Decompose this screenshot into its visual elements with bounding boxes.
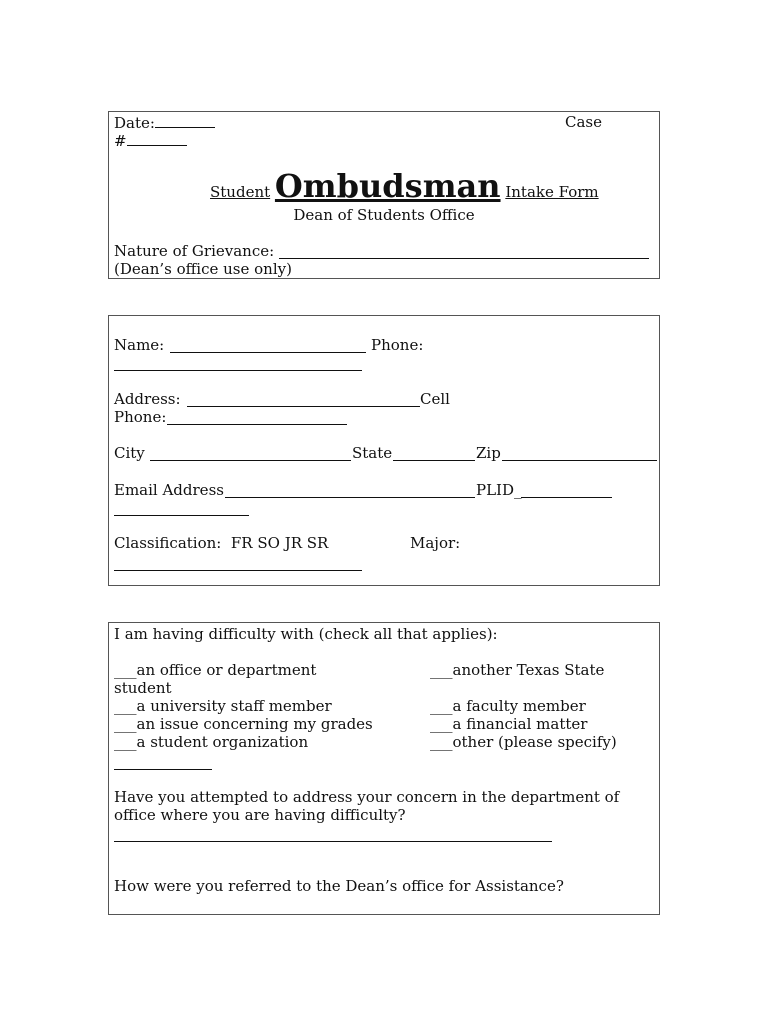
check-grades-issue[interactable]: ___an issue concerning my grades [114,715,373,733]
date-field [114,113,215,132]
plid-input-line-2[interactable] [114,515,249,516]
city-input-line[interactable] [150,460,351,461]
plid-label: PLID_ [476,481,522,499]
attempt-question-line2: office where you are having difficulty? [114,806,406,824]
contact-section [108,315,660,586]
city-label: City [114,444,145,462]
check-student-organization[interactable]: ___a student organization [114,733,309,751]
other-specify-input-line[interactable] [114,769,212,770]
cell-phone-label: Phone: [114,408,167,426]
check-another-student-cont: student [114,679,172,697]
zip-label: Zip [476,444,501,462]
form-title [210,168,599,210]
difficulty-intro: I am having difficulty with (check all that applies): [114,625,498,643]
major-label: Major: [410,534,461,552]
check-staff-member[interactable]: ___a university staff member [114,697,332,715]
cell-label: Cell [420,390,450,408]
case-number-field [114,131,187,150]
phone-label: Phone: [371,336,424,354]
email-input-line[interactable] [225,497,475,498]
case-hash: # [114,132,127,150]
title-student: Student [210,183,271,201]
case-label: Case [565,113,602,131]
email-label: Email Address [114,481,224,499]
phone-input-line[interactable] [114,370,362,371]
name-input-line[interactable] [170,352,366,353]
check-another-student[interactable]: ___another Texas State [430,661,605,679]
name-label: Name: [114,336,165,354]
referral-question: How were you referred to the Dean’s office for Assistance? [114,877,564,895]
date-label: Date: [114,114,155,132]
form-subtitle: Dean of Students Office [293,206,475,224]
header-section [108,111,660,279]
address-input-line[interactable] [187,406,420,407]
classification-options[interactable]: FR SO JR SR [230,534,329,552]
title-ombudsman: Ombudsman [274,167,501,205]
grievance-input-line[interactable] [279,258,649,259]
date-input-line[interactable] [155,113,215,128]
check-other[interactable]: ___other (please specify) [430,733,617,751]
classification-label: Classification: [114,534,222,552]
cell-phone-input-line[interactable] [167,424,347,425]
check-financial-matter[interactable]: ___a financial matter [430,715,588,733]
state-label: State [352,444,393,462]
zip-input-line[interactable] [502,460,657,461]
classification-field [114,534,328,552]
major-input-line[interactable] [114,570,362,571]
grievance-label: Nature of Grievance: [114,242,275,260]
attempt-question-line1: Have you attempted to address your concern in the department of [114,788,620,806]
state-input-line[interactable] [393,460,475,461]
attempt-answer-line[interactable] [114,841,552,842]
check-office-department[interactable]: ___an office or department [114,661,317,679]
address-label: Address: [114,390,181,408]
case-number-input-line[interactable] [127,131,187,146]
check-faculty-member[interactable]: ___a faculty member [430,697,586,715]
difficulty-section [108,622,660,915]
grievance-note: (Dean’s office use only) [114,260,292,278]
title-intake-form: Intake Form [505,183,599,201]
plid-input-line[interactable] [521,497,612,498]
